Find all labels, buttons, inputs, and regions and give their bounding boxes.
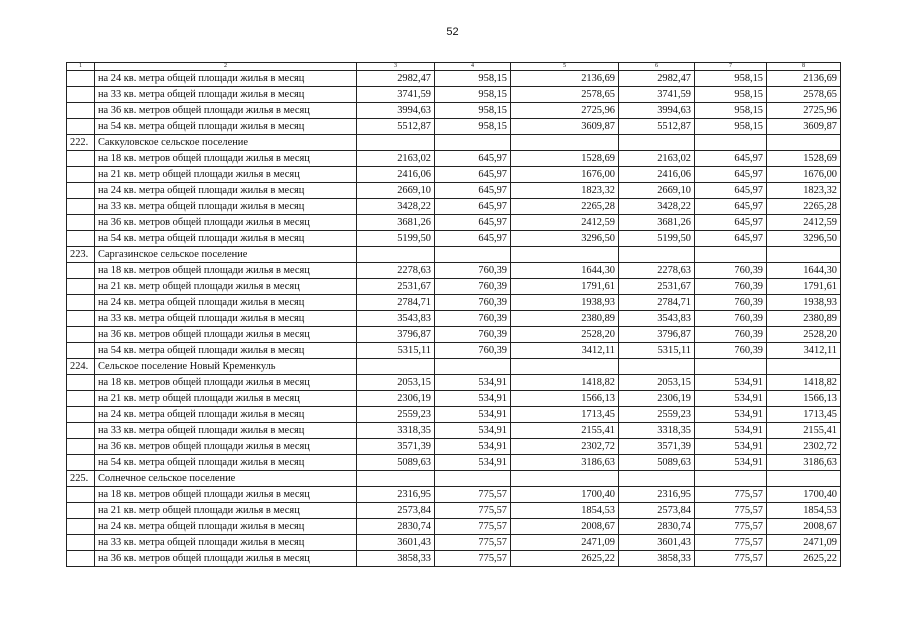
table-row (67, 343, 841, 359)
row-number-cell (67, 295, 95, 311)
value-cell: 958,15 (435, 71, 511, 87)
tariff-table (66, 62, 841, 567)
settlement-header-row (67, 247, 841, 263)
value-cell: 5089,63 (357, 455, 435, 471)
value-cell: 2784,71 (357, 295, 435, 311)
value-cell: 2559,23 (619, 407, 695, 423)
table-row (67, 551, 841, 567)
row-label: на 24 кв. метра общей площади жилья в месяц (95, 71, 357, 87)
row-number-cell (67, 167, 95, 183)
column-number: 7 (695, 63, 767, 71)
value-cell: 760,39 (695, 279, 767, 295)
table-row (67, 407, 841, 423)
value-cell: 2830,74 (619, 519, 695, 535)
value-cell: 2471,09 (511, 535, 619, 551)
value-cell: 760,39 (435, 327, 511, 343)
value-cell: 645,97 (695, 183, 767, 199)
value-cell: 2278,63 (357, 263, 435, 279)
value-cell: 1418,82 (511, 375, 619, 391)
value-cell: 5199,50 (357, 231, 435, 247)
empty-cell (435, 359, 511, 375)
table-row (67, 423, 841, 439)
value-cell: 534,91 (435, 407, 511, 423)
value-cell: 2278,63 (619, 263, 695, 279)
value-cell: 2559,23 (357, 407, 435, 423)
row-number-cell (67, 487, 95, 503)
empty-cell (767, 247, 841, 263)
row-number-cell (67, 119, 95, 135)
empty-cell (511, 359, 619, 375)
settlement-name: Саргазинское сельское поселение (95, 247, 357, 263)
value-cell: 3296,50 (511, 231, 619, 247)
value-cell: 3318,35 (357, 423, 435, 439)
value-cell: 775,57 (435, 503, 511, 519)
row-label: на 24 кв. метра общей площади жилья в месяц (95, 183, 357, 199)
empty-cell (695, 359, 767, 375)
row-label: на 36 кв. метров общей площади жилья в месяц (95, 439, 357, 455)
value-cell: 534,91 (435, 455, 511, 471)
value-cell: 5512,87 (357, 119, 435, 135)
value-cell: 760,39 (695, 311, 767, 327)
row-label: на 33 кв. метра общей площади жилья в месяц (95, 535, 357, 551)
value-cell: 2265,28 (511, 199, 619, 215)
column-number-row (67, 63, 841, 71)
value-cell: 2053,15 (357, 375, 435, 391)
row-label: на 54 кв. метра общей площади жилья в месяц (95, 343, 357, 359)
value-cell: 760,39 (435, 343, 511, 359)
value-cell: 2528,20 (767, 327, 841, 343)
empty-cell (357, 247, 435, 263)
value-cell: 1528,69 (767, 151, 841, 167)
value-cell: 2316,95 (619, 487, 695, 503)
row-number-cell (67, 279, 95, 295)
table-row (67, 311, 841, 327)
row-number-cell (67, 151, 95, 167)
value-cell: 2380,89 (511, 311, 619, 327)
empty-cell (695, 471, 767, 487)
value-cell: 3543,83 (619, 311, 695, 327)
value-cell: 2578,65 (511, 87, 619, 103)
value-cell: 534,91 (695, 423, 767, 439)
value-cell: 645,97 (695, 151, 767, 167)
value-cell: 2982,47 (619, 71, 695, 87)
value-cell: 3601,43 (619, 535, 695, 551)
value-cell: 1938,93 (767, 295, 841, 311)
empty-cell (619, 359, 695, 375)
value-cell: 3858,33 (619, 551, 695, 567)
table-row (67, 535, 841, 551)
empty-cell (357, 359, 435, 375)
column-number: 6 (619, 63, 695, 71)
value-cell: 775,57 (695, 535, 767, 551)
value-cell: 2306,19 (619, 391, 695, 407)
value-cell: 5199,50 (619, 231, 695, 247)
settlement-number: 224. (67, 359, 95, 375)
value-cell: 2784,71 (619, 295, 695, 311)
value-cell: 958,15 (695, 71, 767, 87)
value-cell: 2380,89 (767, 311, 841, 327)
value-cell: 2416,06 (357, 167, 435, 183)
settlement-header-row (67, 359, 841, 375)
empty-cell (511, 135, 619, 151)
value-cell: 1676,00 (767, 167, 841, 183)
value-cell: 1854,53 (767, 503, 841, 519)
value-cell: 775,57 (695, 519, 767, 535)
value-cell: 534,91 (695, 391, 767, 407)
value-cell: 534,91 (435, 391, 511, 407)
row-number-cell (67, 535, 95, 551)
table-row (67, 199, 841, 215)
value-cell: 958,15 (695, 87, 767, 103)
empty-cell (357, 135, 435, 151)
row-label: на 18 кв. метров общей площади жилья в месяц (95, 375, 357, 391)
value-cell: 1823,32 (767, 183, 841, 199)
row-number-cell (67, 391, 95, 407)
value-cell: 534,91 (435, 375, 511, 391)
value-cell: 1823,32 (511, 183, 619, 199)
row-label: на 21 кв. метр общей площади жилья в месяц (95, 503, 357, 519)
row-label: на 21 кв. метр общей площади жилья в месяц (95, 167, 357, 183)
empty-cell (511, 471, 619, 487)
row-label: на 36 кв. метров общей площади жилья в месяц (95, 215, 357, 231)
row-label: на 18 кв. метров общей площади жилья в месяц (95, 263, 357, 279)
value-cell: 1528,69 (511, 151, 619, 167)
value-cell: 1566,13 (767, 391, 841, 407)
value-cell: 3186,63 (767, 455, 841, 471)
value-cell: 3186,63 (511, 455, 619, 471)
value-cell: 2528,20 (511, 327, 619, 343)
value-cell: 5315,11 (357, 343, 435, 359)
row-number-cell (67, 407, 95, 423)
row-label: на 33 кв. метра общей площади жилья в месяц (95, 199, 357, 215)
row-number-cell (67, 551, 95, 567)
column-number: 5 (511, 63, 619, 71)
value-cell: 2008,67 (511, 519, 619, 535)
page-number: 52 (446, 26, 459, 38)
row-label: на 21 кв. метр общей площади жилья в месяц (95, 279, 357, 295)
table-row (67, 71, 841, 87)
value-cell: 958,15 (695, 103, 767, 119)
value-cell: 2155,41 (511, 423, 619, 439)
table-row (67, 439, 841, 455)
value-cell: 3412,11 (767, 343, 841, 359)
value-cell: 2830,74 (357, 519, 435, 535)
value-cell: 958,15 (435, 119, 511, 135)
empty-cell (767, 135, 841, 151)
value-cell: 958,15 (435, 87, 511, 103)
value-cell: 2008,67 (767, 519, 841, 535)
table-row (67, 103, 841, 119)
value-cell: 1644,30 (511, 263, 619, 279)
row-label: на 36 кв. метров общей площади жилья в месяц (95, 103, 357, 119)
settlement-number: 222. (67, 135, 95, 151)
table-row (67, 119, 841, 135)
value-cell: 775,57 (435, 535, 511, 551)
value-cell: 3796,87 (619, 327, 695, 343)
settlement-header-row (67, 135, 841, 151)
row-label: на 33 кв. метра общей площади жилья в месяц (95, 87, 357, 103)
value-cell: 1938,93 (511, 295, 619, 311)
table-row (67, 487, 841, 503)
row-label: на 18 кв. метров общей площади жилья в месяц (95, 151, 357, 167)
row-label: на 24 кв. метра общей площади жилья в месяц (95, 407, 357, 423)
table-row (67, 455, 841, 471)
value-cell: 2136,69 (511, 71, 619, 87)
value-cell: 534,91 (695, 455, 767, 471)
value-cell: 2416,06 (619, 167, 695, 183)
value-cell: 3858,33 (357, 551, 435, 567)
value-cell: 1676,00 (511, 167, 619, 183)
value-cell: 534,91 (435, 423, 511, 439)
value-cell: 2316,95 (357, 487, 435, 503)
value-cell: 3994,63 (357, 103, 435, 119)
value-cell: 1791,61 (767, 279, 841, 295)
settlement-number: 223. (67, 247, 95, 263)
row-number-cell (67, 375, 95, 391)
value-cell: 645,97 (695, 215, 767, 231)
value-cell: 1700,40 (511, 487, 619, 503)
value-cell: 958,15 (435, 103, 511, 119)
value-cell: 3741,59 (357, 87, 435, 103)
value-cell: 1713,45 (767, 407, 841, 423)
empty-cell (357, 471, 435, 487)
row-number-cell (67, 519, 95, 535)
value-cell: 3681,26 (357, 215, 435, 231)
value-cell: 2573,84 (619, 503, 695, 519)
row-number-cell (67, 263, 95, 279)
empty-cell (619, 135, 695, 151)
row-label: на 33 кв. метра общей площади жилья в месяц (95, 311, 357, 327)
row-label: на 33 кв. метра общей площади жилья в месяц (95, 423, 357, 439)
table-row (67, 519, 841, 535)
table-row (67, 215, 841, 231)
value-cell: 2471,09 (767, 535, 841, 551)
row-number-cell (67, 87, 95, 103)
value-cell: 3571,39 (357, 439, 435, 455)
row-number-cell (67, 183, 95, 199)
value-cell: 2265,28 (767, 199, 841, 215)
empty-cell (619, 247, 695, 263)
value-cell: 2136,69 (767, 71, 841, 87)
value-cell: 534,91 (695, 439, 767, 455)
value-cell: 2412,59 (767, 215, 841, 231)
value-cell: 1566,13 (511, 391, 619, 407)
row-label: на 54 кв. метра общей площади жилья в месяц (95, 119, 357, 135)
value-cell: 775,57 (435, 551, 511, 567)
value-cell: 645,97 (435, 183, 511, 199)
empty-cell (619, 471, 695, 487)
empty-cell (767, 471, 841, 487)
value-cell: 645,97 (695, 167, 767, 183)
table-row (67, 391, 841, 407)
value-cell: 3412,11 (511, 343, 619, 359)
value-cell: 958,15 (695, 119, 767, 135)
value-cell: 645,97 (435, 215, 511, 231)
row-label: на 36 кв. метров общей площади жилья в месяц (95, 551, 357, 567)
value-cell: 775,57 (435, 519, 511, 535)
value-cell: 3796,87 (357, 327, 435, 343)
value-cell: 3296,50 (767, 231, 841, 247)
column-number: 1 (67, 63, 95, 71)
column-number: 4 (435, 63, 511, 71)
value-cell: 760,39 (695, 343, 767, 359)
value-cell: 645,97 (695, 231, 767, 247)
value-cell: 775,57 (695, 503, 767, 519)
row-number-cell (67, 423, 95, 439)
value-cell: 5089,63 (619, 455, 695, 471)
empty-cell (435, 471, 511, 487)
value-cell: 645,97 (435, 199, 511, 215)
row-number-cell (67, 199, 95, 215)
row-number-cell (67, 455, 95, 471)
settlement-name: Саккуловское сельское поселение (95, 135, 357, 151)
value-cell: 760,39 (435, 295, 511, 311)
value-cell: 2725,96 (511, 103, 619, 119)
value-cell: 760,39 (435, 311, 511, 327)
column-number: 2 (95, 63, 357, 71)
empty-cell (695, 135, 767, 151)
table-row (67, 183, 841, 199)
row-number-cell (67, 103, 95, 119)
row-number-cell (67, 311, 95, 327)
row-number-cell (67, 231, 95, 247)
value-cell: 3601,43 (357, 535, 435, 551)
table-row (67, 167, 841, 183)
value-cell: 2578,65 (767, 87, 841, 103)
value-cell: 5315,11 (619, 343, 695, 359)
table-row (67, 375, 841, 391)
empty-cell (511, 247, 619, 263)
value-cell: 2155,41 (767, 423, 841, 439)
value-cell: 2669,10 (357, 183, 435, 199)
table-row (67, 279, 841, 295)
value-cell: 2573,84 (357, 503, 435, 519)
table-row (67, 87, 841, 103)
value-cell: 2306,19 (357, 391, 435, 407)
settlement-header-row (67, 471, 841, 487)
value-cell: 645,97 (435, 231, 511, 247)
settlement-name: Солнечное сельское поселение (95, 471, 357, 487)
value-cell: 2163,02 (357, 151, 435, 167)
row-label: на 24 кв. метра общей площади жилья в месяц (95, 295, 357, 311)
value-cell: 760,39 (695, 327, 767, 343)
value-cell: 760,39 (695, 263, 767, 279)
value-cell: 3741,59 (619, 87, 695, 103)
value-cell: 2302,72 (767, 439, 841, 455)
row-number-cell (67, 439, 95, 455)
settlement-number: 225. (67, 471, 95, 487)
value-cell: 3318,35 (619, 423, 695, 439)
value-cell: 534,91 (435, 439, 511, 455)
value-cell: 3428,22 (619, 199, 695, 215)
value-cell: 2625,22 (767, 551, 841, 567)
value-cell: 2669,10 (619, 183, 695, 199)
value-cell: 2531,67 (357, 279, 435, 295)
value-cell: 1644,30 (767, 263, 841, 279)
value-cell: 2163,02 (619, 151, 695, 167)
value-cell: 760,39 (435, 263, 511, 279)
row-number-cell (67, 71, 95, 87)
value-cell: 3609,87 (767, 119, 841, 135)
row-label: на 54 кв. метра общей площади жилья в месяц (95, 231, 357, 247)
value-cell: 3681,26 (619, 215, 695, 231)
value-cell: 645,97 (695, 199, 767, 215)
table-row (67, 327, 841, 343)
value-cell: 534,91 (695, 375, 767, 391)
settlement-name: Сельское поселение Новый Кременкуль (95, 359, 357, 375)
empty-cell (435, 247, 511, 263)
value-cell: 3543,83 (357, 311, 435, 327)
value-cell: 2412,59 (511, 215, 619, 231)
table-row (67, 231, 841, 247)
value-cell: 1791,61 (511, 279, 619, 295)
row-label: на 21 кв. метр общей площади жилья в месяц (95, 391, 357, 407)
value-cell: 760,39 (695, 295, 767, 311)
row-number-cell (67, 503, 95, 519)
value-cell: 1700,40 (767, 487, 841, 503)
value-cell: 534,91 (695, 407, 767, 423)
column-number: 3 (357, 63, 435, 71)
value-cell: 2302,72 (511, 439, 619, 455)
row-number-cell (67, 215, 95, 231)
empty-cell (767, 359, 841, 375)
value-cell: 775,57 (695, 551, 767, 567)
value-cell: 1418,82 (767, 375, 841, 391)
value-cell: 2053,15 (619, 375, 695, 391)
row-label: на 18 кв. метров общей площади жилья в месяц (95, 487, 357, 503)
empty-cell (435, 135, 511, 151)
row-label: на 24 кв. метра общей площади жилья в месяц (95, 519, 357, 535)
column-number: 8 (767, 63, 841, 71)
table-row (67, 151, 841, 167)
row-label: на 54 кв. метра общей площади жилья в месяц (95, 455, 357, 471)
value-cell: 1713,45 (511, 407, 619, 423)
table-row (67, 295, 841, 311)
value-cell: 5512,87 (619, 119, 695, 135)
value-cell: 2982,47 (357, 71, 435, 87)
value-cell: 775,57 (435, 487, 511, 503)
value-cell: 2531,67 (619, 279, 695, 295)
value-cell: 645,97 (435, 151, 511, 167)
row-label: на 36 кв. метров общей площади жилья в месяц (95, 327, 357, 343)
table-row (67, 503, 841, 519)
value-cell: 2725,96 (767, 103, 841, 119)
table-row (67, 263, 841, 279)
value-cell: 775,57 (695, 487, 767, 503)
value-cell: 2625,22 (511, 551, 619, 567)
value-cell: 3609,87 (511, 119, 619, 135)
value-cell: 1854,53 (511, 503, 619, 519)
value-cell: 645,97 (435, 167, 511, 183)
row-number-cell (67, 327, 95, 343)
value-cell: 3994,63 (619, 103, 695, 119)
value-cell: 3571,39 (619, 439, 695, 455)
value-cell: 760,39 (435, 279, 511, 295)
empty-cell (695, 247, 767, 263)
row-number-cell (67, 343, 95, 359)
value-cell: 3428,22 (357, 199, 435, 215)
